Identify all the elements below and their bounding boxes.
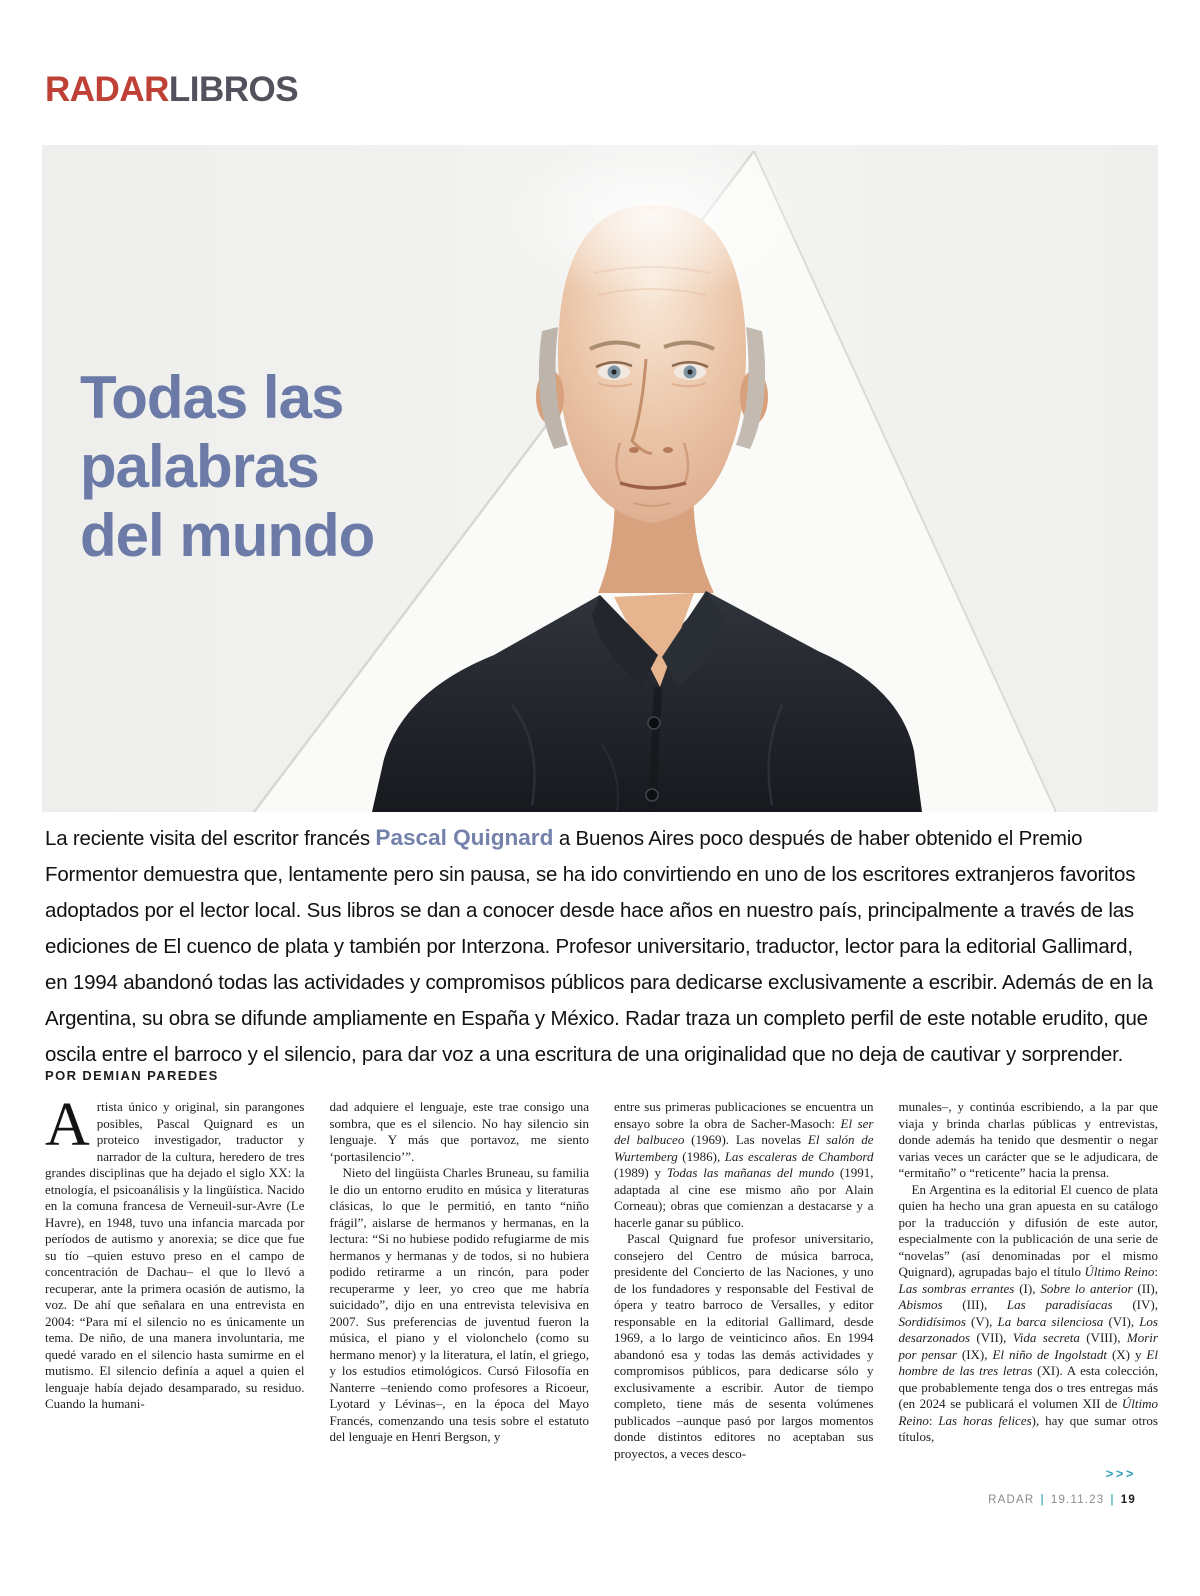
text-run: (X) y <box>1107 1346 1147 1362</box>
text-run: Las escaleras de Chambord <box>724 1148 874 1164</box>
article-column-4 <box>899 1099 1159 1477</box>
text-run: (1989) y <box>614 1165 667 1180</box>
text-run: (V), <box>965 1313 998 1329</box>
text-run: (VII), <box>970 1330 1013 1345</box>
text-run: Morir por pensar <box>898 1330 1158 1362</box>
article-paragraph <box>899 1182 1159 1446</box>
text-run: Las sombras errantes <box>898 1280 1015 1296</box>
text-run: Último Reino <box>1084 1264 1155 1279</box>
text-run: (XI). A esta colección, que probablemente tenga dos o tres entregas más (en 2024 se publicará el volumen XII de <box>898 1363 1158 1411</box>
title-line-1: Todas las <box>80 364 344 431</box>
article-paragraph <box>899 1099 1159 1182</box>
page-number: 19 <box>1120 1494 1136 1506</box>
title-line-3: del mundo <box>80 502 375 569</box>
text-run: (I), <box>1014 1280 1041 1296</box>
continuation-arrows: >>> <box>1105 1466 1136 1481</box>
highlighted-name: Pascal Quignard <box>375 825 554 850</box>
text-run: El salón de Wurtemberg <box>614 1132 874 1164</box>
text-run: La barca silenciosa <box>997 1313 1104 1329</box>
text-run: En Argentina es la editorial El cuenco de plata quien ha hecho una gran apuesta en su catálogo por la traducción y difusión de este autor, especialmente con la publicación de una serie de “novelas” (así denominadas por el mismo Quignard), agrupadas bajo el título <box>898 1181 1158 1279</box>
text-run: Las horas felices <box>938 1412 1032 1428</box>
text-run: (IV), <box>1112 1297 1158 1312</box>
footer-brand: RADAR <box>988 1494 1035 1506</box>
text-run: (III), <box>942 1297 1007 1312</box>
drop-cap: A <box>45 1091 90 1159</box>
text-run: Nieto del lingüista Charles Bruneau, su familia le dio un entorno erudito en música y literaturas clásicas, lo que le permitió, en tanto “niño frágil”, aislarse de hermanos y hermanas, en la lectura: “Si no hubiese podido refugiarme de mis hermanos y hermanas y de todos, si no hubiera podido retirarme a un rincón, para poder recuperarme y leer, yo creo que me habría suicidado”, dijo en una entrevista televisiva en 2007. Sus preferencias de juventud fueron la música, el piano y el violonchelo (como su hermano menor) y la literatura, el latín, el griego, y los estudios etimológicos. Cursó Filosofía en Nanterre –teniendo como profesores a Ricoeur, Lyotard y Lévinas–, en la época del Mayo Francés, comenzando una tesis sobre el estatuto del lenguaje en Henri Bergson, y <box>329 1165 589 1444</box>
text-run: (IX), <box>956 1346 993 1362</box>
text-run: (1969). Las novelas <box>684 1132 808 1147</box>
article-column-1 <box>45 1091 305 1477</box>
article-columns <box>45 1091 1159 1477</box>
text-run: Pascal Quignard fue profesor universitario, consejero del Centro de música barroca, presidente del Concierto de las Naciones, y uno de los fundadores y responsable del Festival de ópera y teatro barroco de Versalles, y editor responsable en la editorial Gallimard, desde 1969, a lo largo de veinticinco años. En 1994 abandonó esa y todas las demás actividades y compromisos públicos, para dedicarse sólo y exclusivamente a escribir. Autor de tiempo completo, tiene más de sesenta volúmenes publicados –aunque pasó por largos momentos donde distintos editores no aceptaban sus proyectos, a veces desco- <box>614 1231 874 1461</box>
article-paragraph <box>330 1165 590 1446</box>
text-run: Vida secreta <box>1012 1330 1080 1345</box>
article-column-3 <box>614 1099 874 1477</box>
brand-radar: RADAR <box>45 70 169 109</box>
masthead <box>45 70 298 110</box>
article-paragraph <box>614 1231 874 1462</box>
article-title <box>80 363 374 570</box>
text-run: El hombre de las tres letras <box>898 1346 1158 1378</box>
text-run: dad adquiere el lenguaje, este trae consigo una sombra, que es el silencio. No hay silencio sin lenguaje. Y más que portavoz, me siento ‘portasilencio’”. <box>329 1099 589 1164</box>
text-run: (II), <box>1132 1280 1158 1296</box>
text-run: (1991, adaptada al cine ese mismo año por Alain Corneau); obras que comienzan a destacarse y a hacerle ganar su público. <box>614 1165 874 1230</box>
page-footer <box>988 1494 1136 1506</box>
footer-separator: | <box>1040 1494 1045 1506</box>
text-run: Último Reino <box>898 1396 1158 1428</box>
footer-date: 19.11.23 <box>1050 1494 1105 1506</box>
footer-separator: | <box>1110 1494 1115 1506</box>
text-run: (VI), <box>1103 1313 1140 1329</box>
article-paragraph <box>330 1099 590 1165</box>
text-run: a Buenos Aires poco después de haber obtenido el Premio Formentor demuestra que, lentamente pero sin pausa, se ha ido convirtiendo en uno de los escritores extranjeros favoritos adoptados por el lector local. Sus libros se dan a conocer desde hace años en nuestro país, principalmente a través de las ediciones de El cuenco de plata y también por Interzona. Profesor universitario, traductor, lector para la editorial Gallimard, en 1994 abandonó todas las actividades y compromisos públicos para dedicarse exclusivamente a escribir. Además de en la Argentina, su obra se difunde ampliamente en España y México. Radar traza un completo perfil de este notable erudito, que oscila entre el barroco y el silencio, para dar voz a una escritura de una originalidad que no deja de cautivar y sorprender. <box>45 827 1153 1066</box>
brand-libros: LIBROS <box>168 70 299 109</box>
text-run: Sobre lo anterior <box>1040 1280 1133 1296</box>
text-run: : <box>928 1412 939 1428</box>
text-run: Todas las mañanas del mundo <box>666 1165 835 1180</box>
text-run: rtista único y original, sin parangones posibles, Pascal Quignard es un proteico investigador, traductor y narrador de la cultura, heredero de tres grandes disciplinas que ha dejado el siglo XX: la etnología, el psicoanálisis y la lingüística. Nacido en la comuna francesa de Verneuil-sur-Avre (Le Havre), en 1948, tuvo una infancia marcada por períodos de autismo y anorexia; se dice que fue su tío –quien estuvo preso en el campo de concentración de Dachau– el que lo llevó a recuperar, ante la primera ocasión de autismo, la voz. De ahí que señalara en una entrevista en 2004: “Para mí el silencio no es únicamente un tema. De niño, de una manera involuntaria, me quedé varado en el silencio hasta sumirme en el mutismo. El silencio definía a aquel a quien el lenguaje había dejado desamparado, su residuo. Cuando la humani- <box>45 1099 305 1411</box>
title-line-2: palabras <box>80 433 319 500</box>
hero-photo <box>42 145 1158 812</box>
text-run: Sordidísimos <box>898 1313 966 1329</box>
text-run: : <box>1154 1264 1159 1279</box>
text-run: Las paradisíacas <box>1006 1297 1113 1312</box>
text-run: munales–, y continúa escribiendo, a la par que viaja y brinda charlas públicas y entrevistas, donde además ha tenido que desmentir o negar varias veces un carácter que se le adjudicara, de “ermitaño” o “reticente” hacia la prensa. <box>898 1099 1158 1180</box>
text-run: Los desarzonados <box>898 1313 1158 1345</box>
text-run: (VIII), <box>1079 1330 1127 1345</box>
lead-paragraph <box>45 820 1158 1073</box>
article-column-2 <box>330 1099 590 1477</box>
text-run: La reciente visita del escritor francés <box>45 827 376 850</box>
byline: POR DEMIAN PAREDES <box>45 1068 219 1083</box>
text-run: entre sus primeras publicaciones se encuentra un ensayo sobre la obra de Sacher-Masoch: <box>614 1099 874 1131</box>
text-run: Abismos <box>898 1297 943 1312</box>
text-run: El ser del balbuceo <box>614 1115 874 1147</box>
text-run: El niño de Ingolstadt <box>992 1346 1107 1362</box>
text-run: ), hay que sumar otros títulos, <box>898 1412 1158 1444</box>
text-run: (1986), <box>677 1148 725 1164</box>
article-paragraph <box>614 1099 874 1231</box>
article-paragraph <box>45 1091 305 1413</box>
